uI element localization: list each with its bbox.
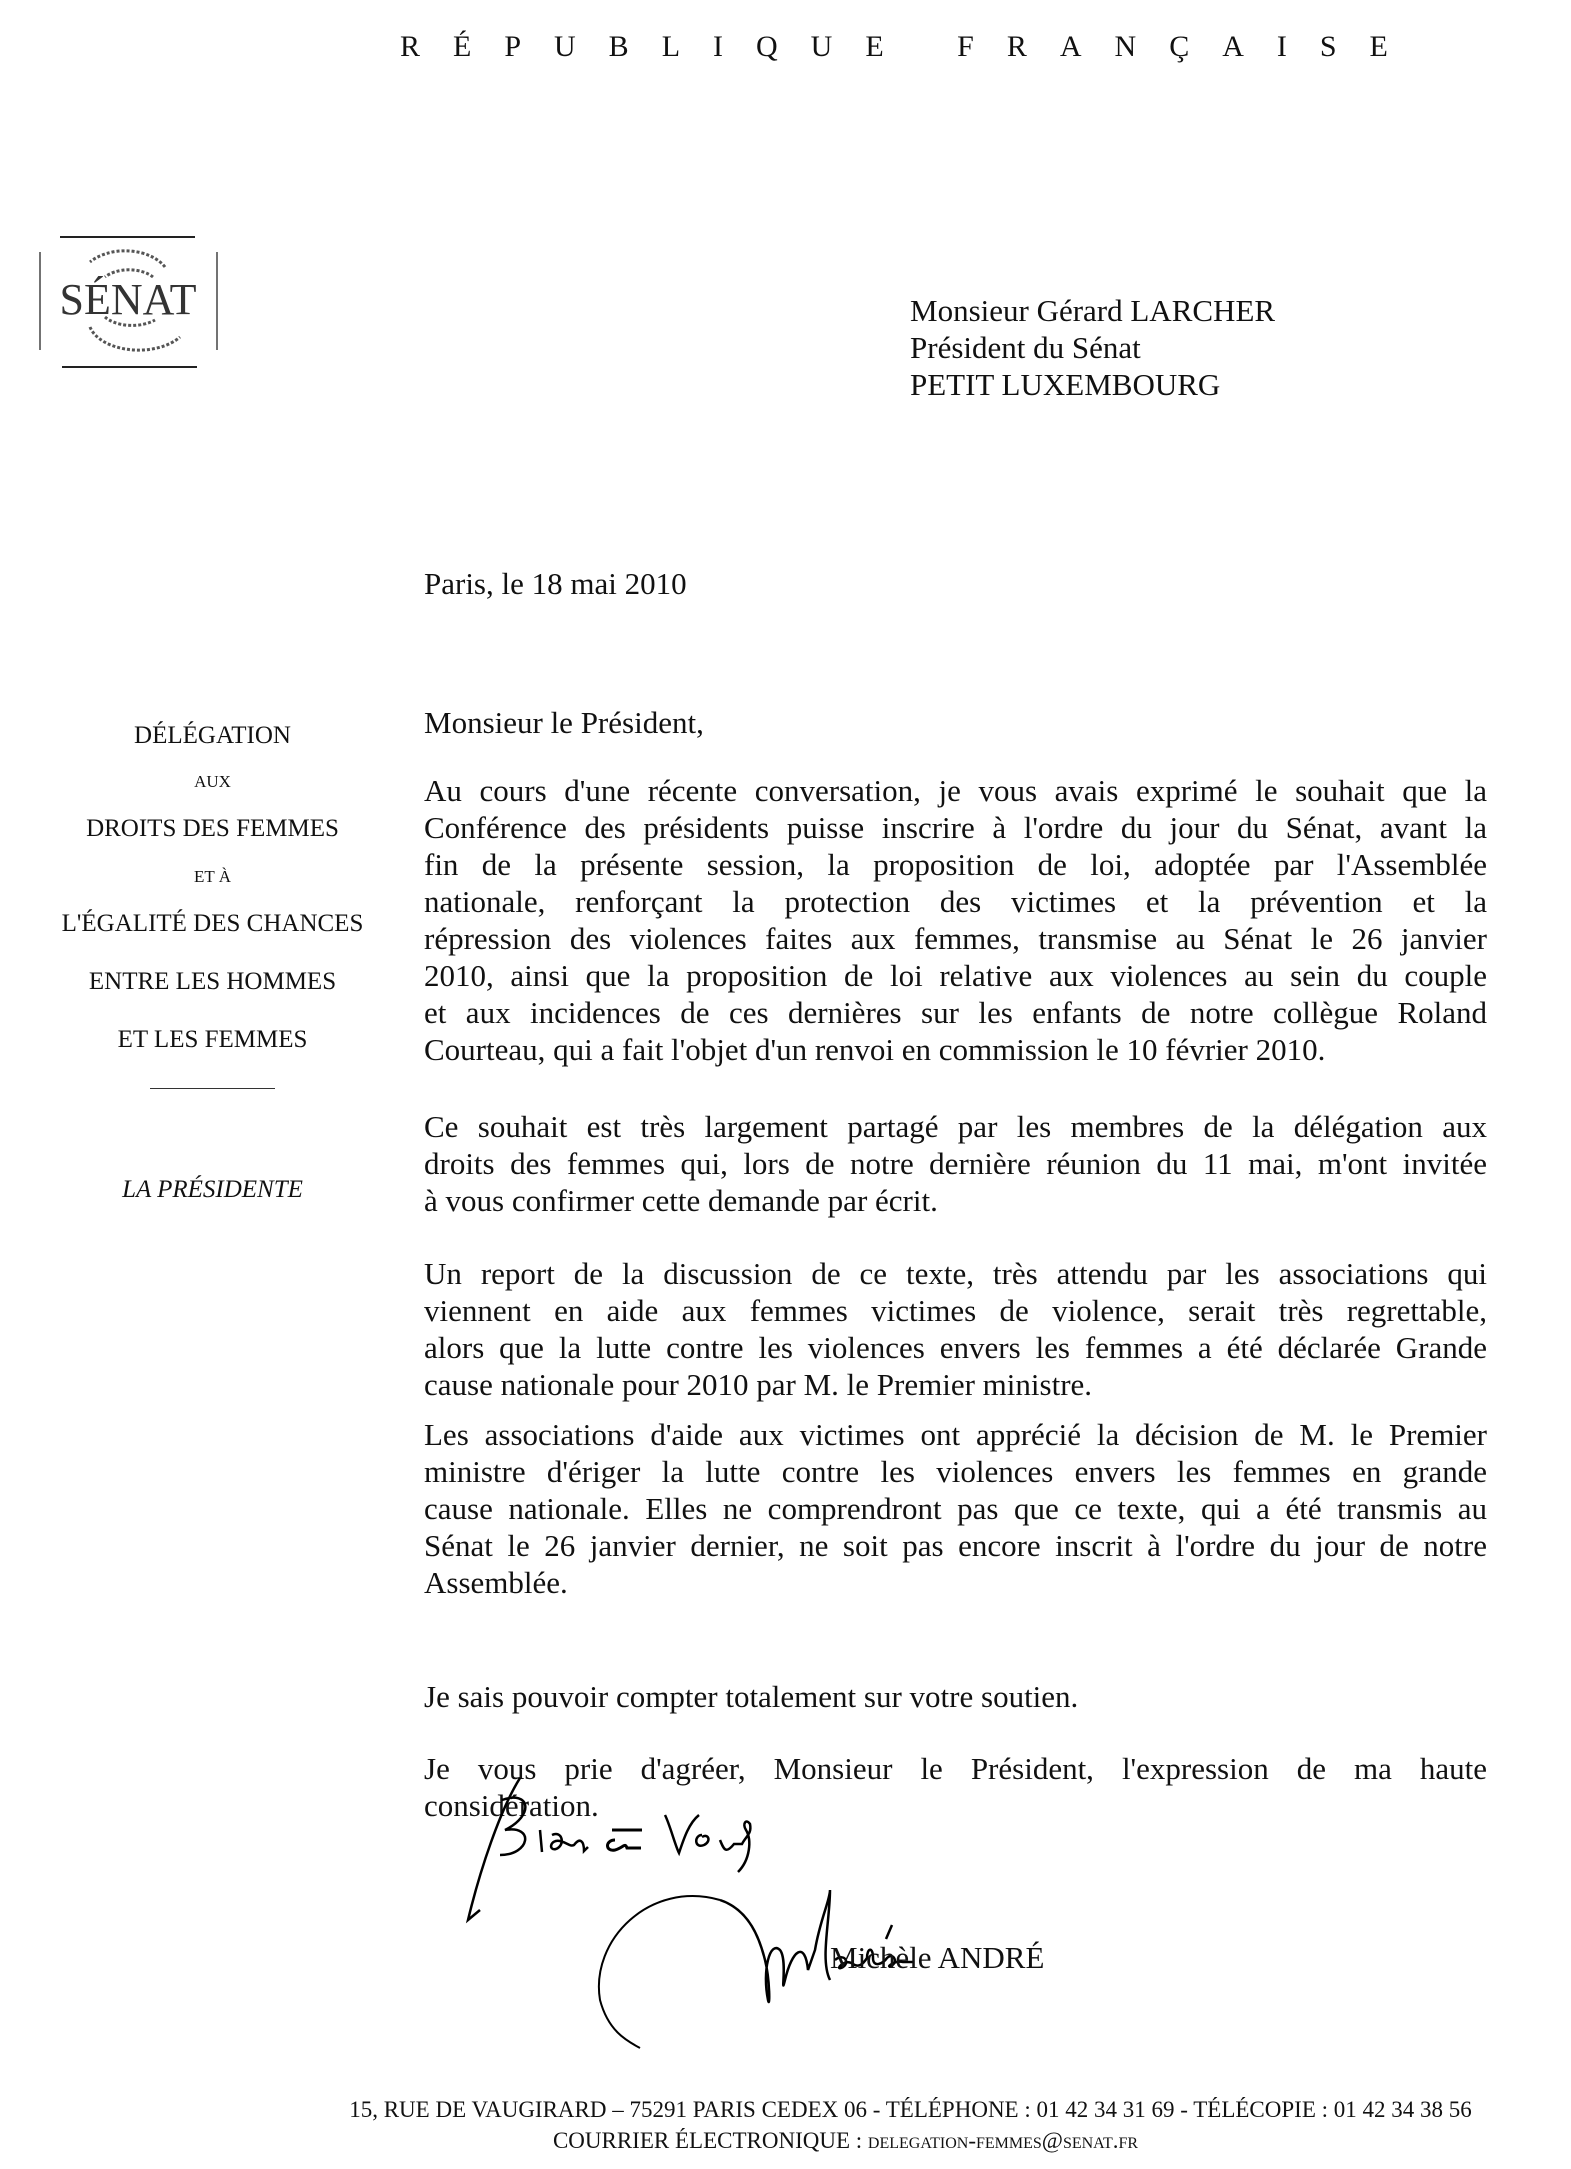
text-line: à vous confirmer cette demande par écrit. — [424, 1183, 938, 1218]
text-line: Ce souhait est très largement partagé par les membres de la délégation aux — [424, 1109, 1487, 1144]
text-line: fin de la présente session, la proposition de loi, adoptée par l'Assemblée — [424, 847, 1487, 882]
paragraph-1 — [424, 772, 1487, 1068]
paragraph-4 — [424, 1416, 1487, 1601]
president-role: LA PRÉSIDENTE — [122, 1176, 303, 1203]
footer-email[interactable]: COURRIER ÉLECTRONIQUE : delegation-femmes@senat.fr — [552, 2128, 1139, 2153]
delegation-line: DROITS DES FEMMES — [86, 815, 339, 842]
salutation: Monsieur le Président, — [424, 705, 704, 740]
signatory-name: Michèle ANDRÉ — [830, 1940, 1045, 1975]
footer — [0, 2094, 1571, 2156]
delegation-line: ET LES FEMMES — [117, 1026, 308, 1053]
text-line: Courteau, qui a fait l'objet d'un renvoi en commission le 10 février 2010. — [424, 1032, 1326, 1067]
text-line: viennent en aide aux femmes victimes de violence, serait très regrettable, — [424, 1293, 1487, 1328]
divider — [150, 1088, 275, 1089]
letter-date: Paris, le 18 mai 2010 — [424, 566, 687, 601]
recipient-location: PETIT LUXEMBOURG — [910, 367, 1221, 402]
text-line: Assemblée. — [424, 1565, 568, 1600]
paragraph-5 — [424, 1678, 1487, 1715]
text-line: et aux incidences de ces dernières sur les enfants de notre collègue Roland — [424, 995, 1487, 1030]
footer-address: 15, RUE DE VAUGIRARD – 75291 PARIS CEDEX 06 - TÉLÉPHONE : 01 42 34 31 69 - TÉLÉCOPIE : 01 42 34 38 56 — [349, 2097, 1472, 2122]
text-line: Conférence des présidents puisse inscrire à l'ordre du jour du Sénat, avant la — [424, 810, 1487, 845]
text-line: considération. — [424, 1788, 599, 1823]
text-line: cause nationale pour 2010 par M. le Premier ministre. — [424, 1367, 1093, 1402]
delegation-line: DÉLÉGATION — [134, 722, 291, 749]
text-line: Au cours d'une récente conversation, je vous avais exprimé le souhait que la — [424, 773, 1487, 808]
text-line: nationale, renforçant la protection des victimes et la prévention et la — [424, 884, 1487, 919]
text-line: alors que la lutte contre les violences envers les femmes a été déclarée Grande — [424, 1330, 1487, 1365]
text-line: Un report de la discussion de ce texte, très attendu par les associations qui — [424, 1256, 1487, 1291]
text-line: 2010, ainsi que la proposition de loi relative aux violences au sein du couple — [424, 958, 1487, 993]
recipient-name: Monsieur Gérard LARCHER — [910, 293, 1276, 328]
text-line: Sénat le 26 janvier dernier, ne soit pas encore inscrit à l'ordre du jour de notre — [424, 1528, 1487, 1563]
text-line: Je sais pouvoir compter totalement sur votre soutien. — [424, 1679, 1079, 1714]
delegation-line: AUX — [194, 772, 231, 791]
delegation-line: ENTRE LES HOMMES — [88, 968, 337, 995]
paragraph-2 — [424, 1108, 1487, 1219]
recipient-title: Président du Sénat — [910, 330, 1141, 365]
text-line: répression des violences faites aux femmes, transmise au Sénat le 26 janvier — [424, 921, 1487, 956]
delegation-line: ET À — [194, 867, 231, 886]
text-line: Je vous prie d'agréer, Monsieur le Président, l'expression de ma haute — [424, 1751, 1487, 1786]
text-line: cause nationale. Elles ne comprendront pas que ce texte, qui a été transmis au — [424, 1491, 1487, 1526]
delegation-line: L'ÉGALITÉ DES CHANCES — [61, 910, 364, 937]
republique-francaise-heading: RÉPUBLIQUE FRANÇAISE — [400, 30, 1421, 63]
paragraph-3 — [424, 1255, 1487, 1403]
text-line: Les associations d'aide aux victimes ont apprécié la décision de M. le Premier — [424, 1417, 1487, 1452]
text-line: ministre d'ériger la lutte contre les violences envers les femmes en grande — [424, 1454, 1487, 1489]
text-line: droits des femmes qui, lors de notre dernière réunion du 11 mai, m'ont invitée — [424, 1146, 1487, 1181]
senat-logo-text: SÉNAT — [59, 275, 197, 324]
senat-logo — [35, 232, 225, 372]
